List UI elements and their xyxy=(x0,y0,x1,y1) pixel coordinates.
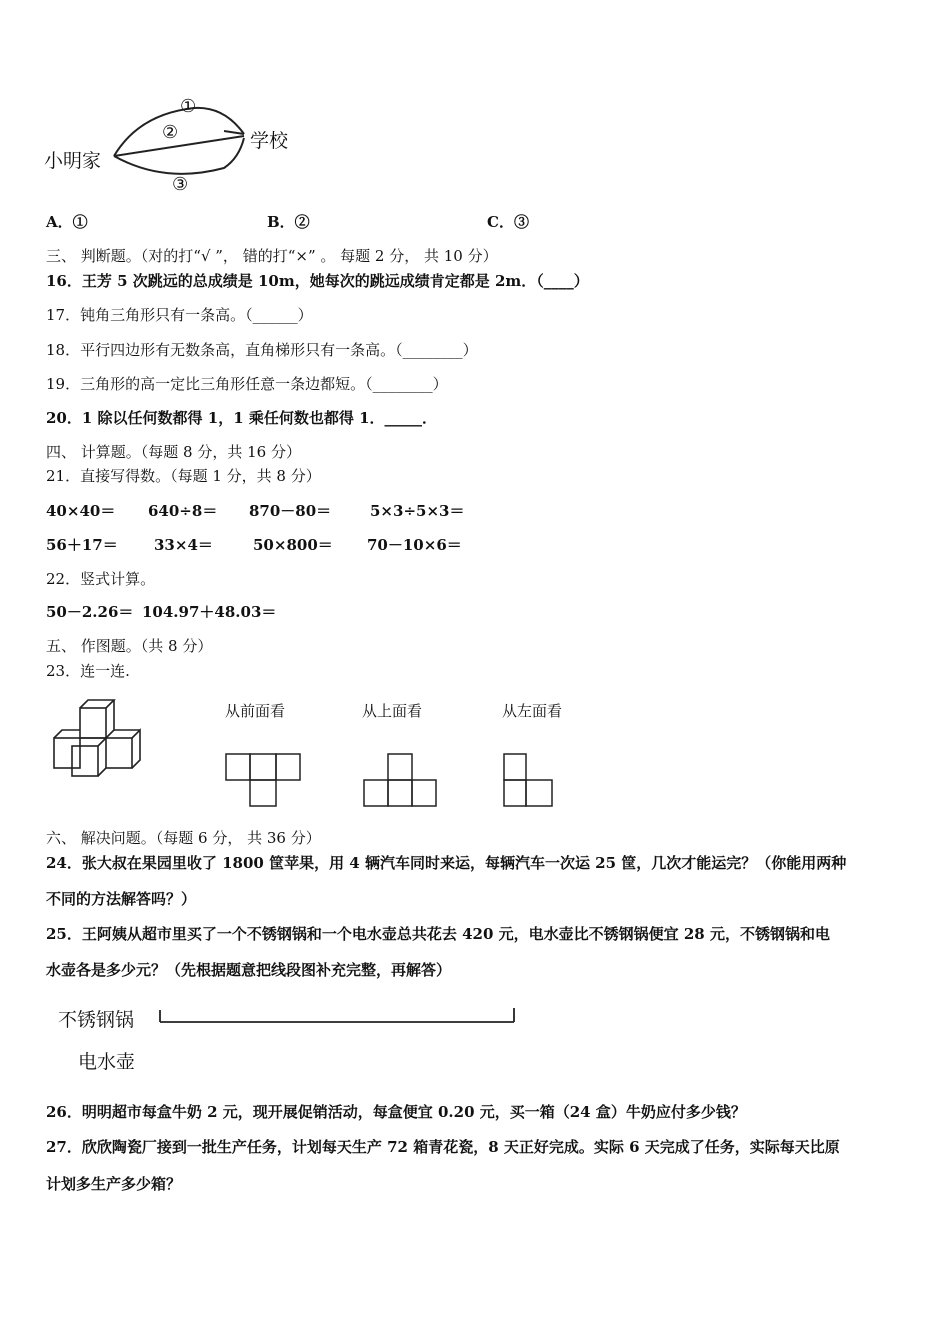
choice-c: C．③ xyxy=(487,213,529,231)
question-24-line1: 24．张大叔在果园里收了 1800 筐苹果，用 4 辆汽车同时来运，每辆汽车一次运 25 筐，几次才能运完？（你能用两种 xyxy=(46,854,847,872)
question-19: 19．三角形的高一定比三角形任意一条边都短。（________） xyxy=(46,375,448,393)
question-24-line2: 不同的方法解答吗？） xyxy=(46,890,197,908)
question-17: 17．钝角三角形只有一条高。（______） xyxy=(46,306,313,324)
view-label-left: 从左面看 xyxy=(502,702,563,720)
top-view-figure xyxy=(362,752,440,808)
section3-header: 三、 判断题。（对的打“√ ”， 错的打“×” 。 每题 2 分， 共 10 分） xyxy=(46,247,498,265)
question-22: 22．竖式计算。 xyxy=(46,570,156,588)
segment-label-kettle: 电水壶 xyxy=(78,1051,136,1073)
question-25-line1: 25．王阿姨从超市里买了一个不锈钢锅和一个电水壶总共花去 420 元，电水壶比不锈钢锅便宜 28 元，不锈钢锅和电 xyxy=(46,925,830,943)
home-label: 小明家 xyxy=(44,150,102,172)
calc-2: 640÷8＝ xyxy=(148,502,218,520)
section5-header: 五、 作图题。（共 8 分） xyxy=(46,637,213,655)
question-21: 21．直接写得数。（每题 1 分，共 8 分） xyxy=(46,467,321,485)
choice-a: A．① xyxy=(46,213,88,231)
segment-diagram xyxy=(158,1000,524,1028)
question-16: 16．王芳 5 次跳远的总成绩是 10m，她每次的跳远成绩肯定都是 2m．（____） xyxy=(46,272,589,290)
path-mark-1: ① xyxy=(180,96,197,117)
front-view-figure xyxy=(224,752,304,808)
front-view-drawing xyxy=(224,752,304,808)
calc-7: 50×800＝ xyxy=(253,536,333,554)
cube-stack-drawing xyxy=(50,698,160,782)
left-view-drawing xyxy=(502,752,558,808)
calc-3: 870－80＝ xyxy=(249,502,332,520)
calc-6: 33×4＝ xyxy=(154,536,213,554)
question-26: 26．明明超市每盒牛奶 2 元，现开展促销活动，每盒便宜 0.20 元，买一箱（24 盒）牛奶应付多少钱？ xyxy=(46,1103,746,1121)
section4-header: 四、 计算题。（每题 8 分，共 16 分） xyxy=(46,443,301,461)
cube-stack-figure xyxy=(50,698,160,782)
question-20: 20．1 除以任何数都得 1，1 乘任何数也都得 1．_____． xyxy=(46,409,438,427)
question-23: 23．连一连. xyxy=(46,662,130,680)
section6-header: 六、 解决问题。（每题 6 分， 共 36 分） xyxy=(46,829,321,847)
question-27-line1: 27．欣欣陶瓷厂接到一批生产任务，计划每天生产 72 箱青花瓷，8 天正好完成。实际 6 天完成了任务，实际每天比原 xyxy=(46,1138,840,1156)
question-25-line2: 水壶各是多少元？（先根据题意把线段图补充完整，再解答） xyxy=(46,961,452,979)
calc-1: 40×40＝ xyxy=(46,502,116,520)
question-18: 18．平行四边形有无数条高，直角梯形只有一条高。（________） xyxy=(46,341,478,359)
calc-8: 70－10×6＝ xyxy=(367,536,462,554)
path-mark-2: ② xyxy=(162,122,179,143)
view-label-front: 从前面看 xyxy=(225,702,286,720)
school-label: 学校 xyxy=(250,130,289,152)
vertical-calc-2: 104.97＋48.03＝ xyxy=(142,603,277,621)
vertical-calc-1: 50－2.26＝ xyxy=(46,603,134,621)
path-mark-3: ③ xyxy=(172,174,189,195)
question-27-line2: 计划多生产多少箱？ xyxy=(46,1175,182,1193)
choice-b: B．② xyxy=(267,213,310,231)
calc-4: 5×3÷5×3＝ xyxy=(370,502,465,520)
calc-5: 56＋17＝ xyxy=(46,536,118,554)
route-figure xyxy=(44,96,314,196)
view-label-top: 从上面看 xyxy=(362,702,423,720)
top-view-drawing xyxy=(362,752,440,808)
left-view-figure xyxy=(502,752,558,808)
segment-line-drawing xyxy=(158,1000,524,1028)
segment-label-pot: 不锈钢锅 xyxy=(58,1009,135,1031)
